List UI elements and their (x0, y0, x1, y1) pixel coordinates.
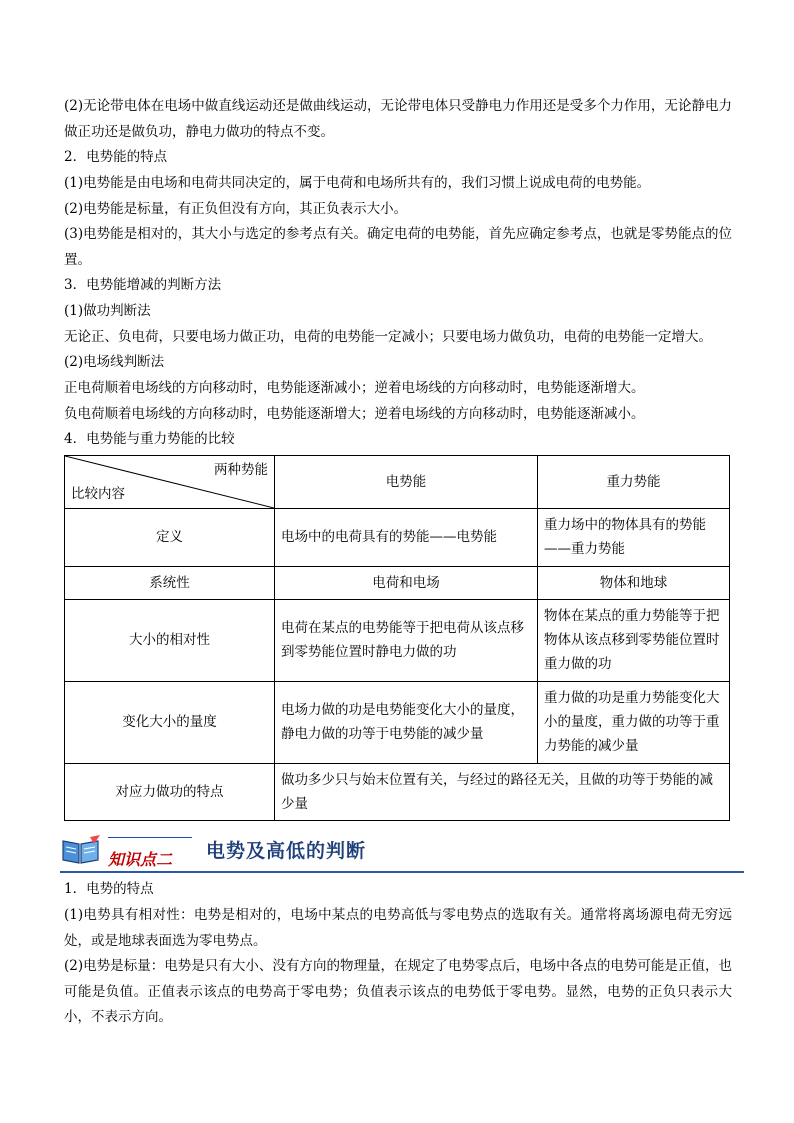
table-cell: 重力做的功是重力势能变化大小的量度，重力做的功等于重力势能的减少量 (538, 681, 730, 763)
column-header: 电势能 (275, 455, 538, 508)
table-cell: 电场中的电荷具有的势能——电势能 (275, 508, 538, 566)
table-cell: 重力场中的物体具有的势能——重力势能 (538, 508, 730, 566)
table-row (65, 599, 730, 681)
table-row (65, 763, 730, 821)
paragraph: 负电荷顺着电场线的方向移动时，电势能逐渐增大；逆着电场线的方向移动时，电势能逐渐减小。 (64, 405, 645, 422)
subsection-heading: (1)做功判断法 (64, 303, 151, 320)
book-icon (60, 835, 102, 865)
paragraph: (2)电势能是标量，有正负但没有方向，其正负表示大小。 (64, 200, 408, 217)
table-cell: 做功多少只与始末位置有关，与经过的路径无关，且做的功等于势能的减少量 (275, 763, 730, 821)
tag-underline (108, 837, 192, 838)
row-header: 变化大小的量度 (65, 681, 275, 763)
table-cell: 物体和地球 (538, 566, 730, 599)
paragraph: (3)电势能是相对的，其大小与选定的参考点有关。确定电荷的电势能，首先应确定参考点，也就是零势能点的位置。 (64, 226, 732, 268)
table-row (65, 508, 730, 566)
row-header: 对应力做功的特点 (65, 763, 275, 821)
section-heading: 2．电势能的特点 (64, 149, 168, 166)
row-header: 大小的相对性 (65, 599, 275, 681)
document-body (64, 94, 732, 1031)
section-heading: 3．电势能增减的判断方法 (64, 277, 222, 294)
table-row (65, 681, 730, 763)
section-heading: 4．电势能与重力势能的比较 (64, 431, 235, 448)
row-header: 定义 (65, 508, 275, 566)
table-cell: 电荷和电场 (275, 566, 538, 599)
row-header: 系统性 (65, 566, 275, 599)
diagonal-header-cell (65, 455, 275, 508)
section-heading: 1．电势的特点 (64, 881, 154, 898)
paragraph: (1)电势具有相对性：电势是相对的，电场中某点的电势高低与零电势点的选取有关。通常将离场源电荷无穷远处，或是地球表面选为零电势点。 (64, 906, 732, 949)
knowledge-point-banner (64, 831, 732, 873)
table-row (65, 566, 730, 599)
column-header: 重力势能 (538, 455, 730, 508)
table-header-row (65, 455, 730, 508)
paragraph: (2)电势是标量：电势是只有大小、没有方向的物理量，在规定了电势零点后，电场中各点的电势可能是正值，也可能是负值。正值表示该点的电势高于零电势；负值表示该点的电势低于零电势。显然，电势的正负只表示大小，不表示方向。 (64, 958, 732, 1026)
knowledge-point-title: 电势及高低的判断 (206, 840, 367, 863)
table-cell: 物体在某点的重力势能等于把物体从该点移到零势能位置时重力做的功 (538, 599, 730, 681)
diagonal-top-label: 两种势能 (214, 461, 268, 478)
paragraph: 无论正、负电荷，只要电场力做正功，电荷的电势能一定减小；只要电场力做负功，电荷的电势能一定增大。 (64, 328, 712, 345)
comparison-table (64, 455, 730, 821)
table-cell: 电场力做的功是电势能变化大小的量度，静电力做的功等于电势能的减少量 (275, 681, 538, 763)
paragraph: (1)电势能是由电场和电荷共同决定的，属于电荷和电场所共有的，我们习惯上说成电荷的电势能。 (64, 174, 651, 191)
table-cell: 电荷在某点的电势能等于把电荷从该点移到零势能位置时静电力做的功 (275, 599, 538, 681)
subsection-heading: (2)电场线判断法 (64, 354, 165, 371)
banner-rule (60, 871, 744, 873)
paragraph: 正电荷顺着电场线的方向移动时，电势能逐渐减小；逆着电场线的方向移动时，电势能逐渐增大。 (64, 380, 645, 397)
paragraph: (2)无论带电体在电场中做直线运动还是做曲线运动，无论带电体只受静电力作用还是受多个力作用，无论静电力做正功还是做负功，静电力做功的特点不变。 (64, 98, 732, 140)
knowledge-point-tag: 知识点二 (108, 850, 173, 870)
diagonal-bottom-label: 比较内容 (71, 485, 125, 502)
